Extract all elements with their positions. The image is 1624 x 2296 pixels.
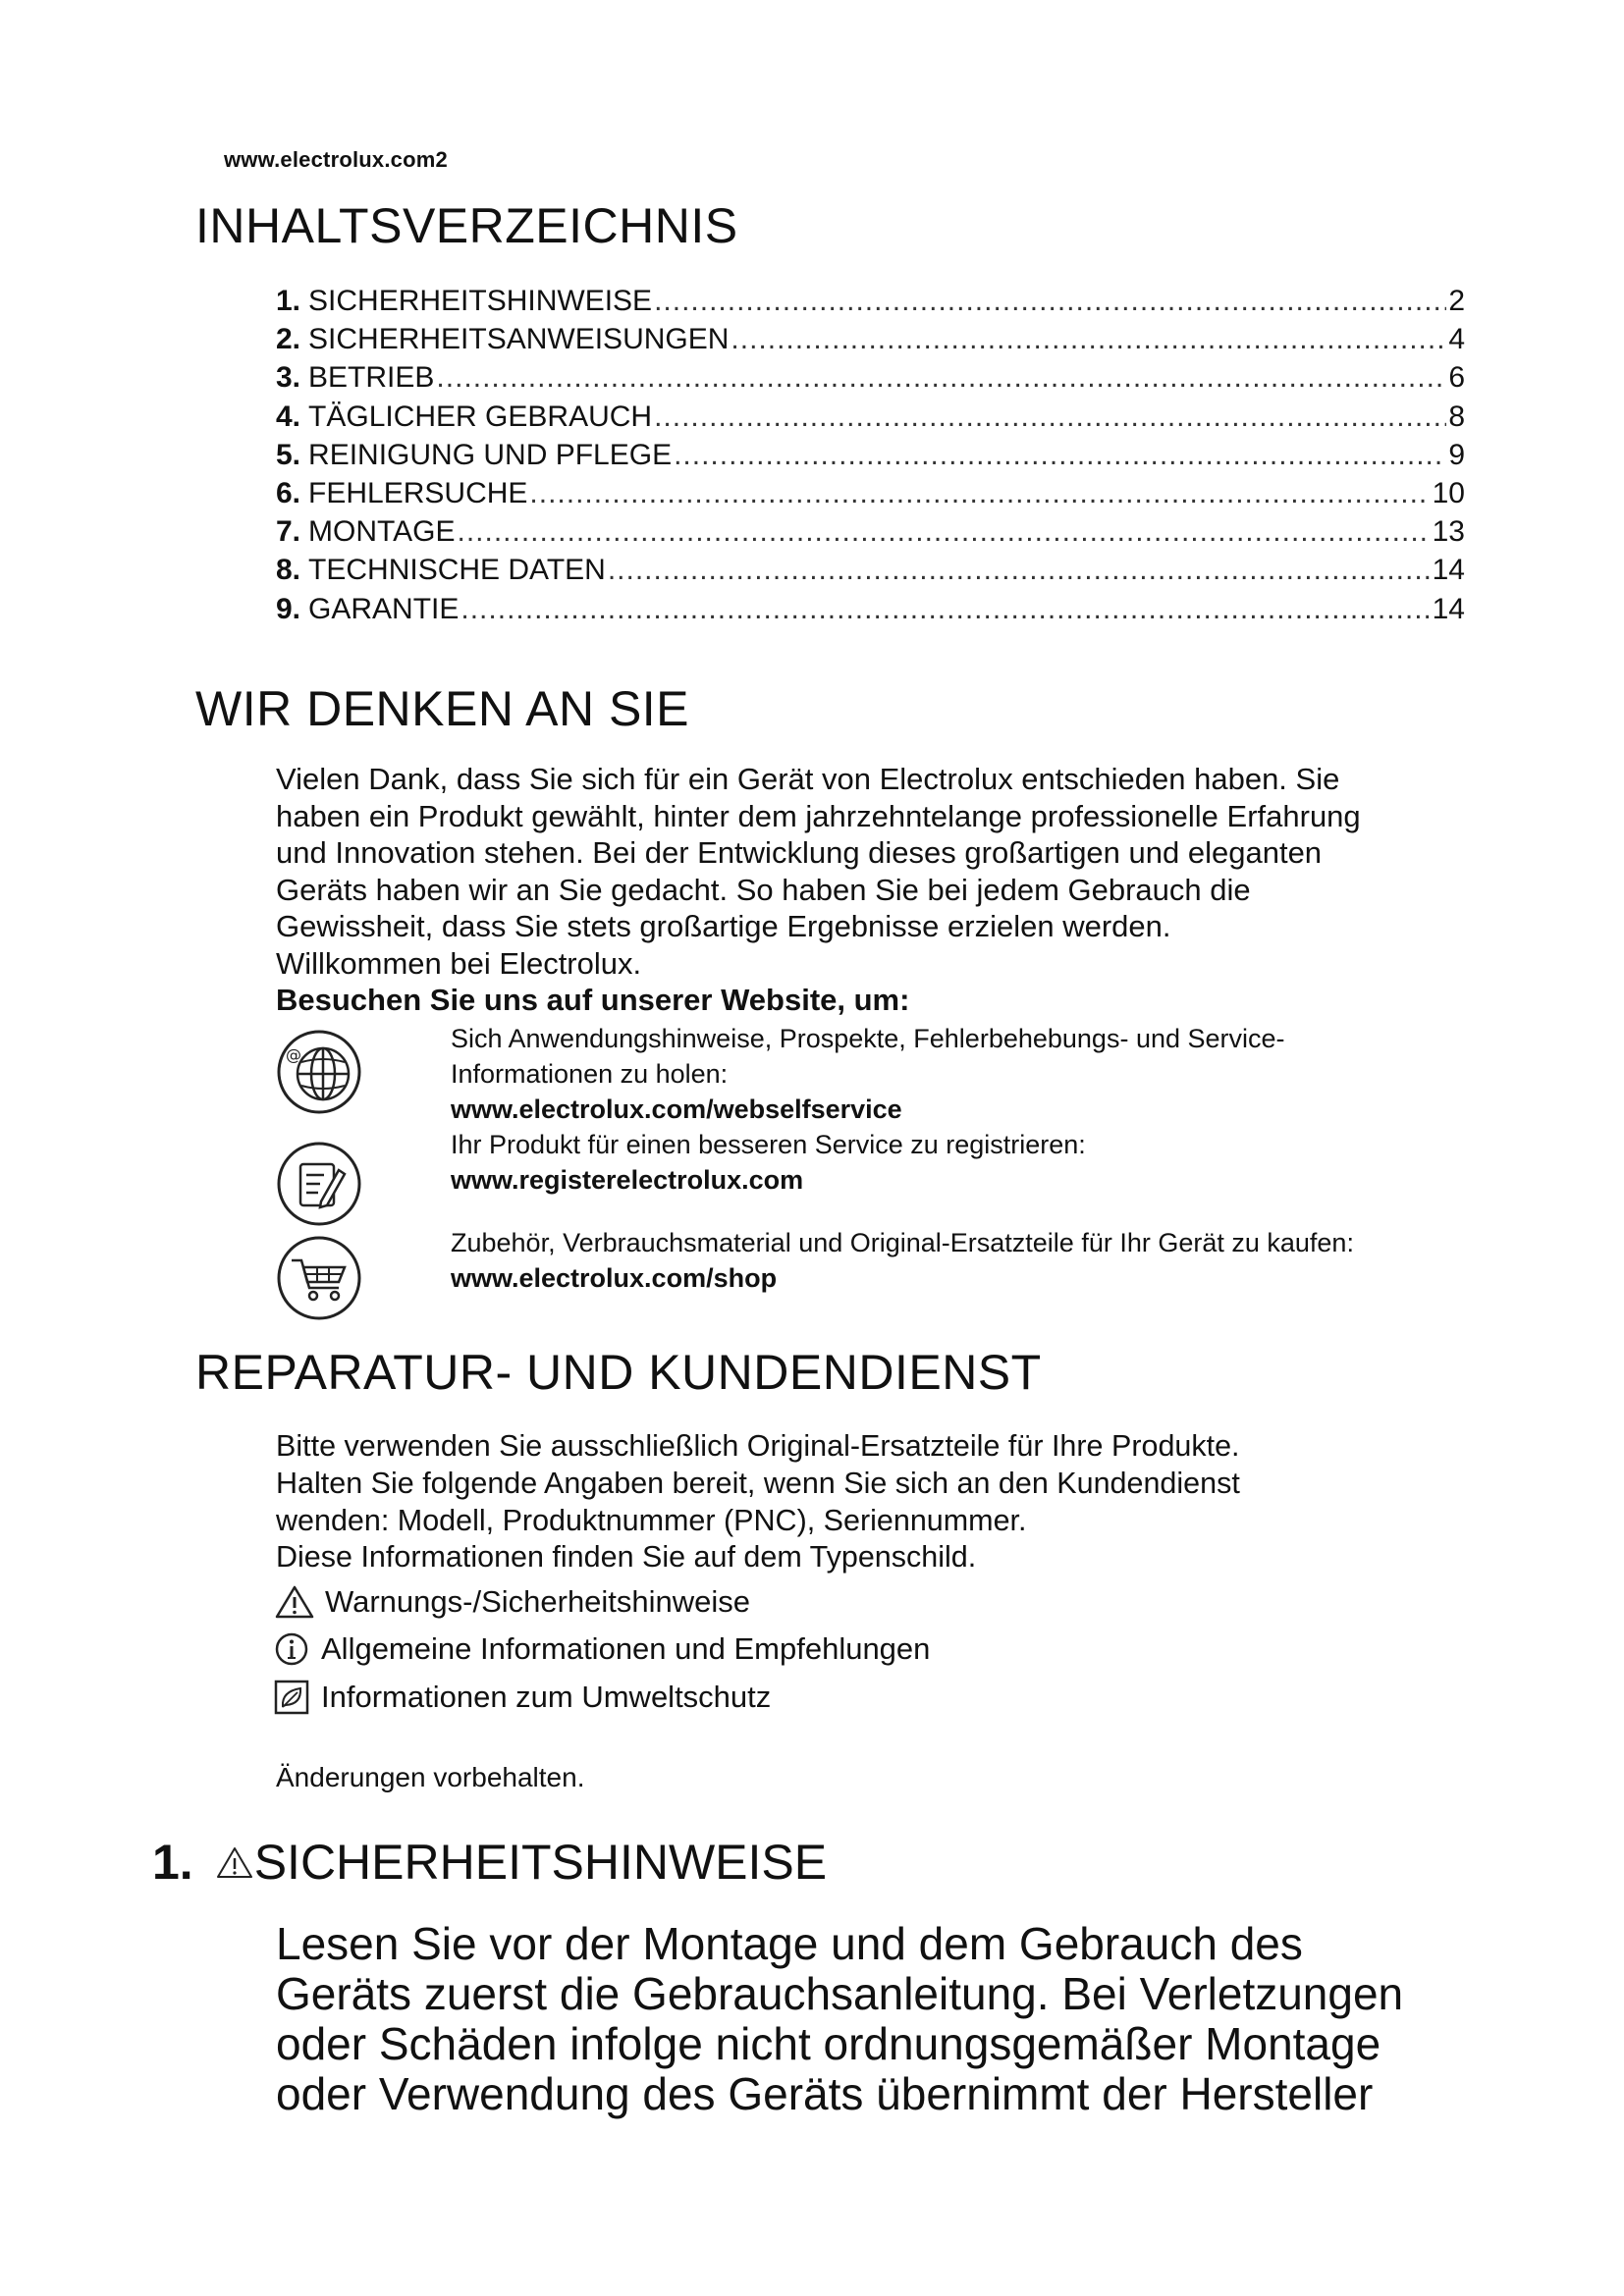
toc-entry-number: 8. xyxy=(276,554,301,587)
legend-info xyxy=(274,1629,930,1669)
section1-title: SICHERHEITSHINWEISE xyxy=(253,1835,828,1890)
web-item-line: Zubehör, Verbrauchsmaterial und Original-Ersatzteile für Ihr Gerät zu kaufen: xyxy=(451,1228,1354,1257)
toc-entry-number: 3. xyxy=(276,361,301,395)
toc-leader-dots xyxy=(654,398,1446,436)
warning-icon xyxy=(215,1844,254,1880)
toc-entry-number: 5. xyxy=(276,438,301,471)
intro-heading: WIR DENKEN AN SIE xyxy=(195,681,690,736)
header-url: www.electrolux.com2 xyxy=(224,147,448,172)
toc-entry-page: 14 xyxy=(1432,554,1465,587)
legend-warning-text: Warnungs-/Sicherheitshinweise xyxy=(325,1584,751,1619)
shop-link[interactable]: www.electrolux.com/shop xyxy=(451,1263,778,1293)
intro-paragraph xyxy=(276,761,1484,1019)
intro-line: Geräts haben wir an Sie gedacht. So haben Sie bei jedem Gebrauch die xyxy=(276,872,1251,907)
legend-info-text: Allgemeine Informationen und Empfehlungen xyxy=(321,1631,931,1666)
toc-entry-page: 4 xyxy=(1448,323,1465,356)
section1-line: oder Verwendung des Geräts übernimmt der Hersteller xyxy=(276,2068,1374,2119)
web-item-register xyxy=(276,1127,1503,1225)
toc-entry-page: 9 xyxy=(1448,438,1465,471)
intro-line: Gewissheit, dass Sie stets großartige Ergebnisse erzielen werden. xyxy=(276,909,1171,943)
register-link[interactable]: www.registerelectrolux.com xyxy=(451,1165,804,1195)
repair-paragraph xyxy=(276,1428,1484,1576)
toc-leader-dots xyxy=(436,358,1446,397)
visit-website-label: Besuchen Sie uns auf unserer Website, um: xyxy=(276,983,910,1017)
toc-entry[interactable] xyxy=(276,474,1465,512)
toc-entry-number: 1. xyxy=(276,285,301,317)
toc-entry-page: 14 xyxy=(1432,592,1465,625)
environment-icon xyxy=(274,1680,311,1715)
toc-entry-title: BETRIEB xyxy=(308,361,435,395)
warning-icon xyxy=(274,1584,315,1620)
intro-line: Willkommen bei Electrolux. xyxy=(276,945,642,981)
repair-heading: REPARATUR- UND KUNDENDIENST xyxy=(195,1345,1042,1400)
section1-line: Geräts zuerst die Gebrauchsanleitung. Bei Verletzungen xyxy=(276,1968,1404,2019)
toc-entry-title: GARANTIE xyxy=(308,592,460,625)
toc-entry[interactable] xyxy=(276,436,1465,474)
info-icon xyxy=(274,1631,311,1667)
toc-entry-title: SICHERHEITSANWEISUNGEN xyxy=(308,323,730,356)
intro-line: haben ein Produkt gewählt, hinter dem jahrzehntelange professionelle Erfahrung xyxy=(276,798,1361,833)
shopping-cart-icon xyxy=(276,1235,362,1321)
section1-line: Lesen Sie vor der Montage und dem Gebrauch des xyxy=(276,1918,1303,1969)
web-item-line: Ihr Produkt für einen besseren Service zu registrieren: xyxy=(451,1130,1086,1159)
toc-entry-page: 8 xyxy=(1448,400,1465,433)
toc-entry-page: 6 xyxy=(1448,361,1465,395)
toc-entry-number: 2. xyxy=(276,323,301,356)
toc-entry-number: 7. xyxy=(276,515,301,549)
toc-entry-title: REINIGUNG UND PFLEGE xyxy=(308,438,673,471)
toc-entry[interactable] xyxy=(276,398,1465,436)
toc-entry-title: MONTAGE xyxy=(308,515,456,549)
globe-icon xyxy=(276,1029,362,1115)
intro-line: und Innovation stehen. Bei der Entwicklung dieses großartigen und eleganten xyxy=(276,835,1323,870)
toc-entry[interactable] xyxy=(276,512,1465,551)
toc-entry[interactable] xyxy=(276,320,1465,358)
web-item-text xyxy=(451,1127,1482,1198)
toc-entry[interactable] xyxy=(276,358,1465,397)
legend-environment xyxy=(274,1678,771,1717)
toc-entry-page: 10 xyxy=(1432,476,1465,509)
toc-leader-dots xyxy=(731,320,1446,358)
section1-number: 1. xyxy=(152,1835,193,1890)
section1-heading xyxy=(152,1835,828,1890)
toc-entry-number: 4. xyxy=(276,400,301,433)
repair-line: Diese Informationen finden Sie auf dem Typenschild. xyxy=(276,1540,977,1575)
webselfservice-link[interactable]: www.electrolux.com/webselfservice xyxy=(451,1095,902,1124)
web-item-line: Informationen zu holen: xyxy=(451,1059,729,1089)
toc-leader-dots xyxy=(529,474,1430,512)
toc-entry[interactable] xyxy=(276,590,1465,628)
toc-entry-page: 13 xyxy=(1432,515,1465,549)
web-item-line: Sich Anwendungshinweise, Prospekte, Fehlerbehebungs- und Service- xyxy=(451,1024,1285,1053)
toc-entry[interactable] xyxy=(276,551,1465,589)
svg-text:@: @ xyxy=(286,1045,301,1064)
repair-line: wenden: Modell, Produktnummer (PNC), Seriennummer. xyxy=(276,1503,1027,1537)
register-icon xyxy=(276,1141,362,1227)
toc-leader-dots xyxy=(460,590,1430,628)
repair-line: Bitte verwenden Sie ausschließlich Original-Ersatzteile für Ihre Produkte. xyxy=(276,1429,1240,1463)
section1-line: oder Schäden infolge nicht ordnungsgemäßer Montage xyxy=(276,2018,1381,2069)
web-item-text xyxy=(451,1021,1482,1127)
toc-leader-dots xyxy=(674,436,1446,474)
table-of-contents xyxy=(276,282,1465,628)
toc-entry-title: SICHERHEITSHINWEISE xyxy=(308,285,653,317)
legend-warning xyxy=(274,1582,750,1622)
repair-line: Halten Sie folgende Angaben bereit, wenn Sie sich an den Kundendienst xyxy=(276,1466,1240,1500)
web-item-webselfservice xyxy=(276,1021,1503,1129)
web-item-text xyxy=(451,1225,1482,1296)
toc-entry-page: 2 xyxy=(1448,285,1465,317)
toc-leader-dots xyxy=(457,512,1430,551)
toc-heading: INHALTSVERZEICHNIS xyxy=(195,198,738,253)
toc-entry-title: TÄGLICHER GEBRAUCH xyxy=(308,400,653,433)
web-item-shop xyxy=(276,1225,1503,1333)
toc-entry-title: FEHLERSUCHE xyxy=(308,476,528,509)
toc-entry[interactable] xyxy=(276,282,1465,320)
toc-entry-title: TECHNISCHE DATEN xyxy=(308,554,606,587)
toc-entry-number: 9. xyxy=(276,592,301,625)
changes-reserved-note: Änderungen vorbehalten. xyxy=(276,1762,585,1792)
intro-line: Vielen Dank, dass Sie sich für ein Gerät von Electrolux entschieden haben. Sie xyxy=(276,762,1340,796)
section1-paragraph xyxy=(276,1919,1513,2119)
toc-entry-number: 6. xyxy=(276,476,301,509)
toc-leader-dots xyxy=(654,282,1446,320)
toc-leader-dots xyxy=(608,551,1431,589)
legend-environment-text: Informationen zum Umweltschutz xyxy=(321,1680,772,1714)
